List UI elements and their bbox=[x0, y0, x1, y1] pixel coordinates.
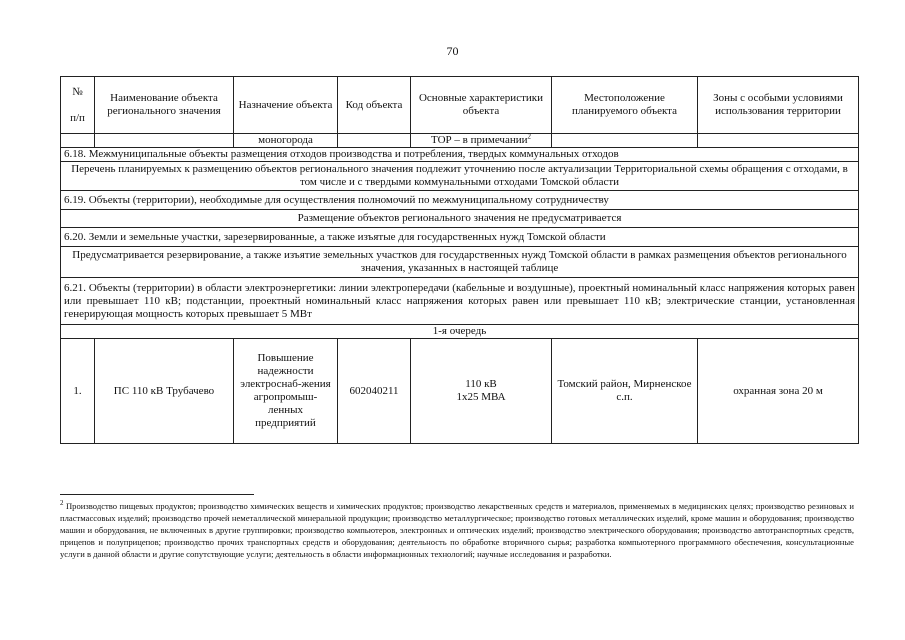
header-name: Наименование объекта регионального значения bbox=[95, 77, 234, 134]
row-purpose: Повышение надежности электроснаб-жения агропромыш-ленных предприятий bbox=[234, 339, 338, 444]
footnote-ref: 2 bbox=[527, 132, 531, 141]
header-num: № п/п bbox=[61, 77, 95, 134]
header-purpose: Назначение объекта bbox=[234, 77, 338, 134]
queue-row bbox=[61, 325, 859, 339]
footnote-text: Производство пищевых продуктов; производство химических веществ и химических продуктов; производство лекарственных средств и материалов, применяемых в медицинских целях; производство резиновых и пластмассовых изделий; производство прочей неметаллической минеральной продукции; производство металлургическое; производство готовых металлических изделий, кроме машин и оборудования; производство машин и оборудования, не включенных в другие группировки; производство компьютеров, электронных и оптических изделий; производство электрического оборудования; производство автотранспортных средств, прицепов и полуприцепов; производство прочих транспортных средств и оборудования; деятельность по обработке вторичного сырья; разработка компьютерного программного обеспечения, консультационные услуги в данной области и другие сопутствующие услуги; деятельность в области информационных технологий; научные исследования и разработки. bbox=[60, 501, 854, 560]
section-row bbox=[61, 191, 859, 210]
row-name: ПС 110 кВ Трубачево bbox=[95, 339, 234, 444]
header-zones: Зоны с особыми условиями использования территории bbox=[698, 77, 859, 134]
footnote-mark: 2 bbox=[60, 499, 64, 508]
section-row bbox=[61, 278, 859, 325]
continuation-purpose: моногорода bbox=[234, 134, 338, 148]
section-618-note: Перечень планируемых к размещению объектов регионального значения подлежит уточнению после актуализации Территориальной схемы обращения с отходами, в том числе и с твердыми коммунальными отходами Томской области bbox=[61, 162, 859, 191]
table-row bbox=[61, 339, 859, 444]
row-num: 1. bbox=[61, 339, 95, 444]
section-619-title: 6.19. Объекты (территории), необходимые для осуществления полномочий по межмуниципальному сотрудничеству bbox=[61, 191, 859, 210]
row-location: Томский район, Мирненское с.п. bbox=[552, 339, 698, 444]
footnote bbox=[60, 500, 854, 560]
continuation-row bbox=[61, 134, 859, 148]
queue-label: 1-я очередь bbox=[61, 325, 859, 339]
objects-table bbox=[60, 76, 859, 444]
section-row bbox=[61, 162, 859, 191]
section-row bbox=[61, 247, 859, 278]
header-characteristics: Основные характеристики объекта bbox=[411, 77, 552, 134]
section-621-title: 6.21. Объекты (территории) в области электроэнергетики: линии электропередачи (кабельные и воздушные), проектный номинальный класс напряжения которых равен или превышает 110 кВ; подстанции, проектный номинальный класс напряжения которых равен или превышает 110 кВ; электрические станции, установленная генерирующая мощность которых превышает 5 МВт bbox=[61, 278, 859, 325]
section-620-title: 6.20. Земли и земельные участки, зарезервированные, а также изъятые для государственных нужд Томской области bbox=[61, 228, 859, 247]
header-location: Местоположение планируемого объекта bbox=[552, 77, 698, 134]
section-619-note: Размещение объектов регионального значения не предусматривается bbox=[61, 210, 859, 228]
page-number: 70 bbox=[446, 44, 459, 58]
section-620-note: Предусматривается резервирование, а также изъятие земельных участков для государственных нужд Томской области в рамках размещения объектов регионального значения, указанных в настоящей таблице bbox=[61, 247, 859, 278]
row-zones: охранная зона 20 м bbox=[698, 339, 859, 444]
table-header-row bbox=[61, 77, 859, 134]
header-code: Код объекта bbox=[338, 77, 411, 134]
footnote-separator bbox=[60, 494, 254, 495]
section-618-title: 6.18. Межмуниципальные объекты размещения отходов производства и потребления, твердых коммунальных отходов bbox=[61, 148, 859, 162]
section-row bbox=[61, 228, 859, 247]
section-row bbox=[61, 210, 859, 228]
section-row bbox=[61, 148, 859, 162]
continuation-characteristics: ТОР – в примечании$^2$ bbox=[411, 134, 552, 148]
row-characteristics: 110 кВ 1х25 МВА bbox=[411, 339, 552, 444]
row-code: 602040211 bbox=[338, 339, 411, 444]
